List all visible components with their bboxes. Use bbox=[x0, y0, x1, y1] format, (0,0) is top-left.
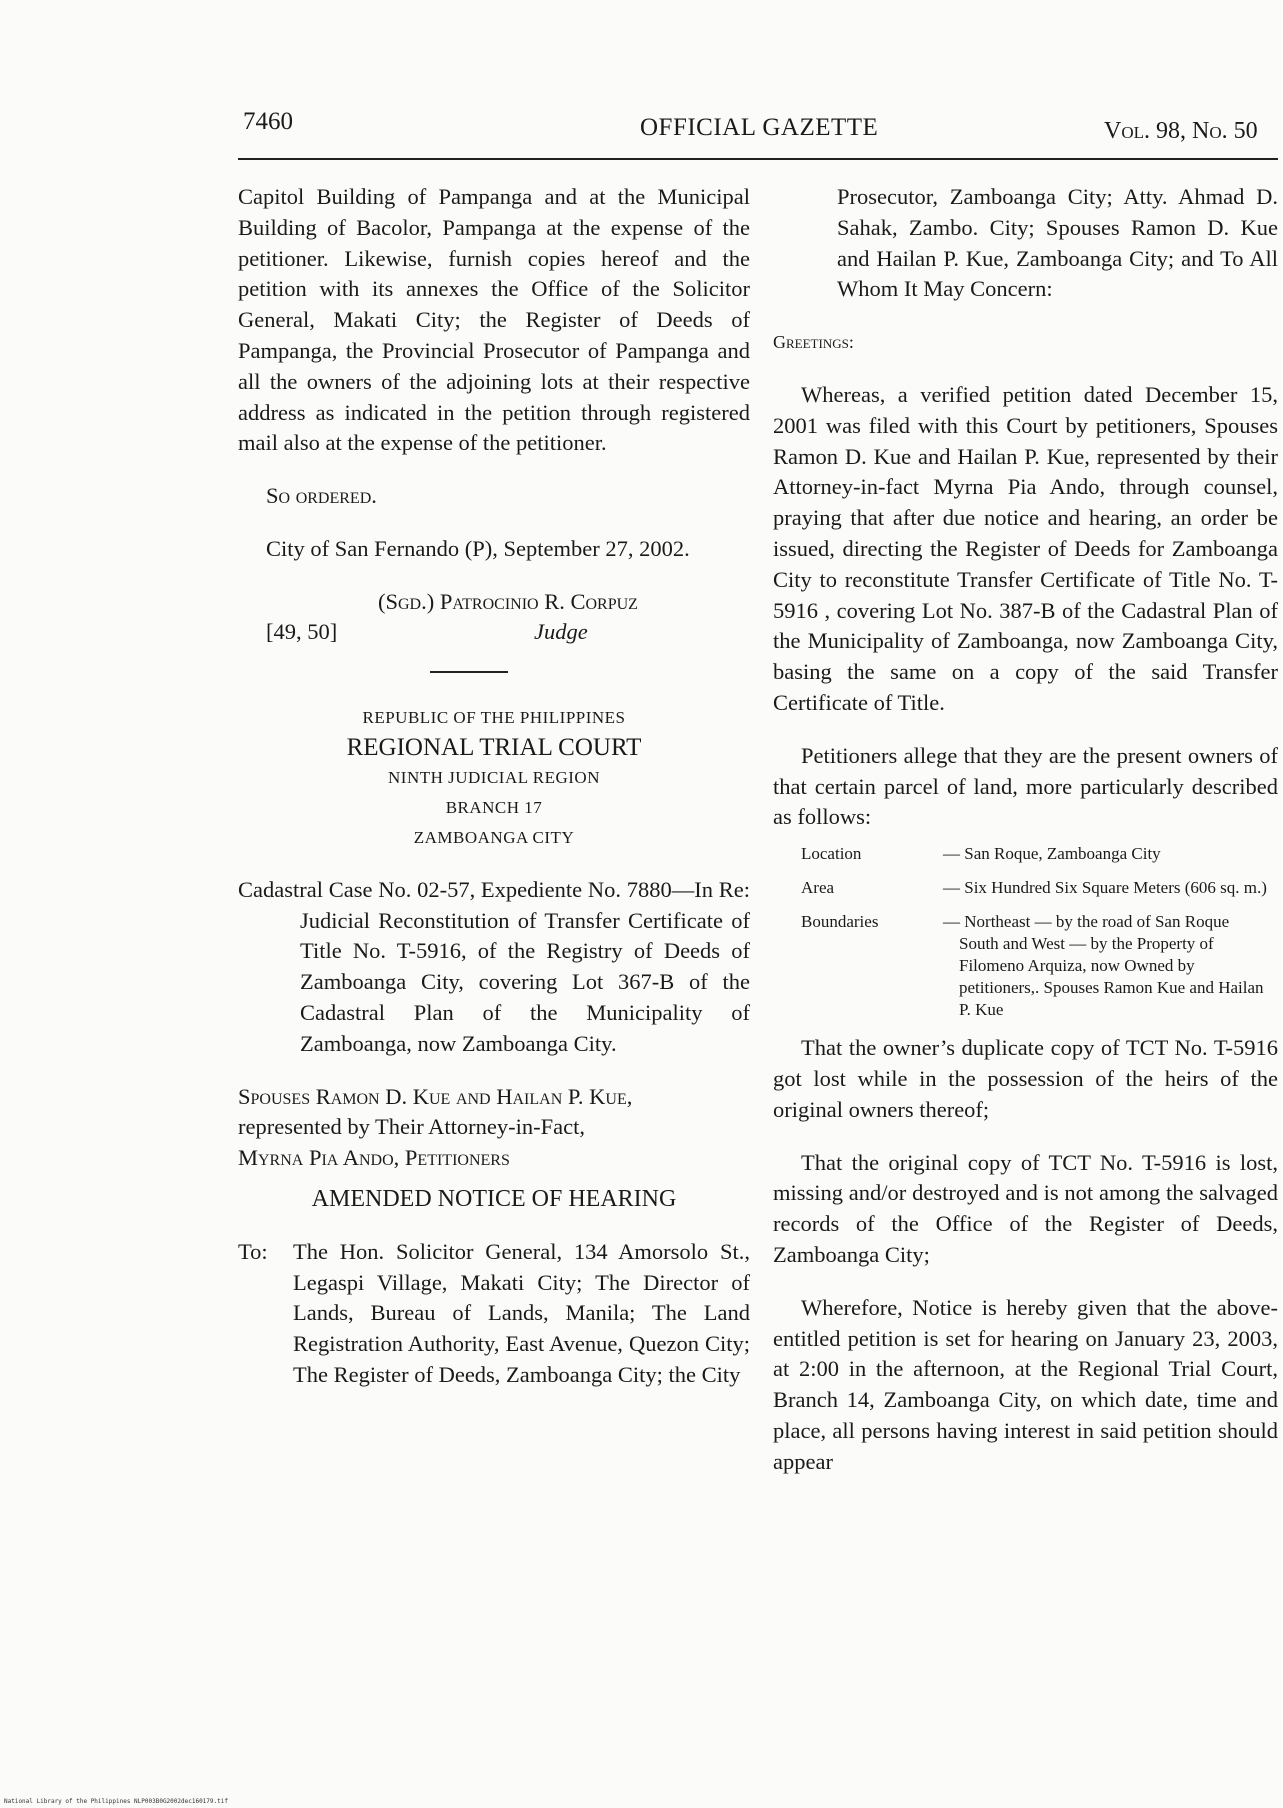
notice-heading: AMENDED NOTICE OF HEARING bbox=[311, 1185, 677, 1212]
parties-representation: represented by Their Attorney-in-Fact, bbox=[238, 1114, 585, 1140]
right-column bbox=[773, 182, 1278, 1478]
header-rule bbox=[238, 158, 1278, 160]
parties-attorney: Myrna Pia Ando, Petitioners bbox=[238, 1145, 510, 1171]
court-city: ZAMBOANGA CITY bbox=[413, 827, 575, 847]
property-row bbox=[801, 911, 1269, 1033]
wherefore-paragraph: Wherefore, Notice is hereby given that the above-entitled petition is set for hearing on January 23, 2003, at 2:00 in the afternoon, at the Regional Trial Court, Branch 14, Zamboanga City, on which date, time and place, all persons having interest in said petition should appear bbox=[773, 1294, 1278, 1474]
parties bbox=[238, 1082, 750, 1174]
signature-title: Judge bbox=[534, 618, 588, 644]
property-value: — San Roque, Zamboanga City bbox=[943, 844, 1161, 864]
property-value: — Northeast — by the road of San Roque South and West — by the Property of Filomeno Arquiza, now Owned by petitioners,. Spouses Ramon Kue and Hailan P. Kue bbox=[943, 912, 1264, 1020]
court-republic: REPUBLIC OF THE PHILIPPINES bbox=[362, 707, 626, 727]
volume-reference: [49, 50] bbox=[266, 618, 338, 644]
greetings: Greetings: bbox=[773, 332, 854, 353]
property-row bbox=[801, 843, 1269, 877]
court-heading bbox=[238, 703, 750, 853]
whereas-paragraph: Whereas, a verified petition dated December 15, 2001 was filed with this Court by petitioners, Spouses Ramon D. Kue and Hailan P. Kue, represented by their Attorney-in-fact Myrna Pia Ando, through counsel, praying that after due notice and hearing, an order be issued, directing the Register of Deeds for Zamboanga City to reconstitute Transfer Certificate of Title No. T-5916 , covering Lot No. 387-B of the Cadastral Plan of the Municipality of Zamboanga, now Zamboanga City, basing the same on a copy of the said Transfer Certificate of Title. bbox=[773, 381, 1278, 715]
property-row bbox=[801, 877, 1269, 911]
section-divider bbox=[430, 671, 508, 673]
page-number: 7460 bbox=[243, 108, 293, 135]
court-branch: BRANCH 17 bbox=[445, 797, 543, 817]
addressee-continued: Prosecutor, Zamboanga City; Atty. Ahmad D. Sahak, Zambo. City; Spouses Ramon D. Kue and Hailan P. Kue, Zamboanga City; and To All Whom It May Concern: bbox=[837, 184, 1278, 302]
addressee-list: The Hon. Solicitor General, 134 Amorsolo St., Legaspi Village, Makati City; The Director of Lands, Bureau of Lands, Manila; The Land Registration Authority, East Avenue, Quezon City; The Register of Deeds, Zamboanga City; the City bbox=[293, 1238, 750, 1387]
volume-number: Vol. 98, No. 50 bbox=[1104, 118, 1258, 144]
property-label: Boundaries bbox=[801, 912, 879, 932]
court-region: NINTH JUDICIAL REGION bbox=[388, 767, 600, 787]
court-name: REGIONAL TRIAL COURT bbox=[346, 733, 642, 761]
publication-title: OFFICIAL GAZETTE bbox=[640, 114, 879, 141]
case-title: Cadastral Case No. 02-57, Expediente No. 7880—In Re: Judicial Reconstitution of Transfer Certificate of Title No. T-5916, of the Registry of Deeds of Zamboanga City, covering Lot 367-B of the Cadastral Plan of the Municipality of Zamboanga, now Zamboanga City. bbox=[238, 876, 750, 1056]
scan-footer: National Library of the Philippines NLP003B0G2002dec160179.tif bbox=[4, 1798, 228, 1805]
addressees bbox=[238, 1237, 750, 1391]
signature-block bbox=[238, 587, 750, 651]
signature-name: (Sgd.) Patrocinio R. Corpuz bbox=[378, 588, 638, 614]
so-ordered: So ordered. bbox=[266, 483, 377, 509]
parties-names: Spouses Ramon D. Kue and Hailan P. Kue, bbox=[238, 1083, 633, 1109]
lost-duplicate-paragraph: That the owner’s duplicate copy of TCT No. T-5916 got lost while in the possession of the heirs of the original owners thereof; bbox=[773, 1035, 1278, 1122]
property-value: — Six Hundred Six Square Meters (606 sq. m.) bbox=[943, 878, 1267, 898]
property-description bbox=[801, 843, 1269, 1033]
left-column bbox=[238, 182, 750, 1391]
place-date: City of San Fernando (P), September 27, 2002. bbox=[266, 535, 690, 561]
allegation-paragraph: Petitioners allege that they are the present owners of that certain parcel of land, more particularly described as follows: bbox=[773, 742, 1278, 830]
lost-original-paragraph: That the original copy of TCT No. T-5916 is lost, missing and/or destroyed and is not among the salvaged records of the Office of the Register of Deeds, Zamboanga City; bbox=[773, 1149, 1278, 1267]
opening-paragraph: Capitol Building of Pampanga and at the Municipal Building of Bacolor, Pampanga at the expense of the petitioner. Likewise, furnish copies hereof and the petition with its annexes the Office of the Solicitor General, Makati City; the Register of Deeds of Pampanga, the Provincial Prosecutor of Pampanga and all the owners of the adjoining lots at their respective address as indicated in the petition through registered mail also at the expense of the petitioner. bbox=[238, 184, 750, 456]
property-label: Location bbox=[801, 844, 862, 864]
property-label: Area bbox=[801, 878, 835, 898]
to-label: To: bbox=[238, 1238, 268, 1264]
